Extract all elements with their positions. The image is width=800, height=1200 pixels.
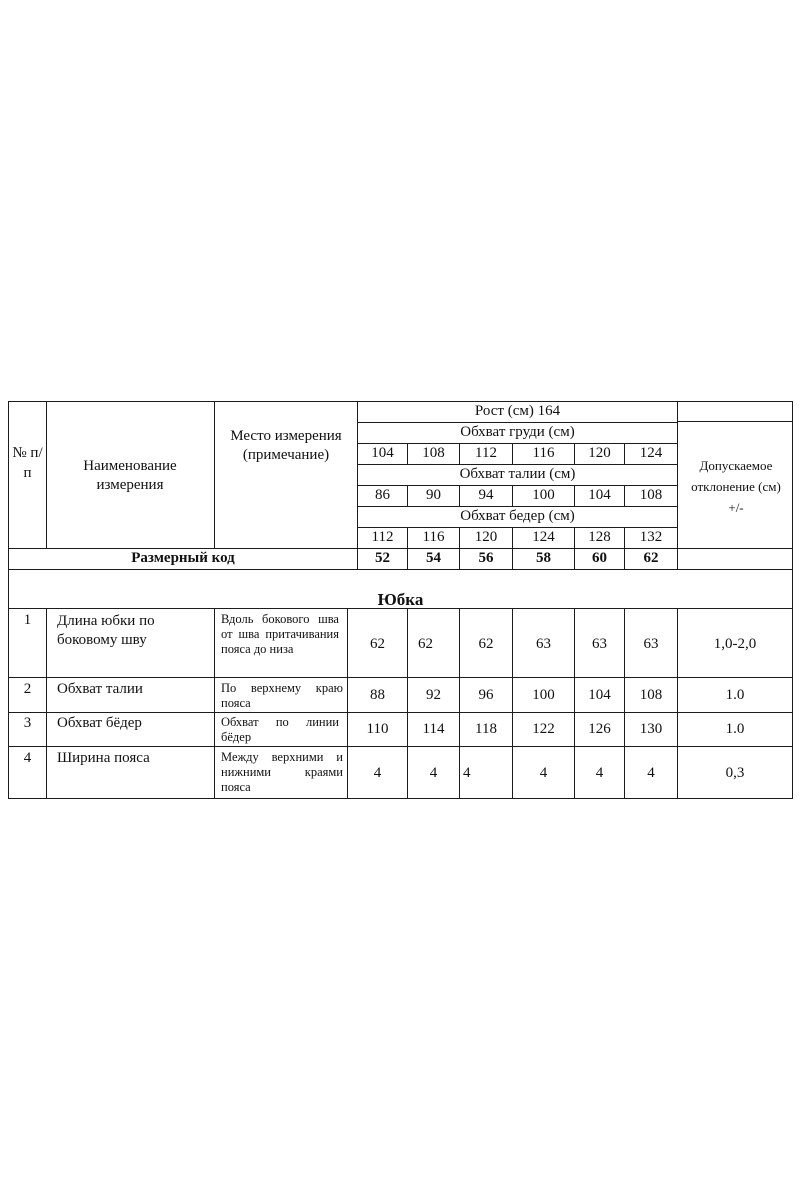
size-code-value: 52 — [375, 550, 390, 566]
hips-value: 116 — [422, 529, 445, 545]
measurement-value: 110 — [366, 721, 389, 737]
height-label: Рост (см) 164 — [474, 403, 561, 419]
row-number: 3 — [23, 715, 32, 731]
measurement-value: 4 — [373, 765, 382, 781]
measurement-value: 122 — [532, 721, 555, 737]
measurement-value: 92 — [426, 687, 441, 703]
grid-line — [357, 464, 677, 465]
grid-line — [214, 401, 215, 548]
waist-label: Обхват талии (см) — [459, 466, 576, 482]
hips-label: Обхват бедер (см) — [460, 508, 575, 524]
grid-line — [357, 422, 677, 423]
grid-line — [8, 712, 793, 713]
tolerance-value: 1,0-2,0 — [713, 636, 757, 652]
measurement-value: 96 — [478, 687, 494, 703]
measurement-place: Обхват по линии бёдер — [221, 715, 339, 744]
table-border-top — [8, 401, 793, 402]
measurement-value: 130 — [639, 721, 663, 737]
grid-line — [46, 608, 47, 799]
measurement-value: 62 — [478, 636, 494, 652]
size-code-value: 56 — [478, 550, 494, 566]
waist-value: 104 — [588, 487, 611, 503]
measurement-place: Вдоль бокового шва от шва притачивания пояса до низа — [221, 612, 339, 656]
chest-value: 108 — [422, 445, 445, 461]
chest-label: Обхват груди (см) — [460, 424, 575, 440]
tolerance-value: 1.0 — [725, 721, 745, 737]
waist-value: 108 — [639, 487, 663, 503]
measurement-value: 88 — [370, 687, 385, 703]
grid-line — [357, 485, 677, 486]
measurement-value: 4 — [595, 765, 604, 781]
measurement-value: 126 — [588, 721, 611, 737]
measurement-value: 63 — [592, 636, 607, 652]
grid-line — [357, 443, 677, 444]
waist-value: 100 — [532, 487, 555, 503]
section-title: Юбка — [377, 590, 424, 609]
waist-value: 90 — [426, 487, 441, 503]
grid-line — [46, 401, 47, 548]
measurement-place: Между верхними и нижними краями пояса — [221, 750, 343, 794]
measurement-name: Ширина пояса — [57, 750, 150, 766]
chest-value: 120 — [588, 445, 611, 461]
measurement-value: 63 — [643, 636, 659, 652]
size-code-value: 60 — [592, 550, 607, 566]
size-code-value: 54 — [426, 550, 441, 566]
measurement-value: 4 — [463, 765, 471, 781]
measurement-value: 63 — [536, 636, 551, 652]
grid-line — [357, 527, 677, 528]
chest-value: 124 — [639, 445, 663, 461]
grid-line — [677, 401, 678, 569]
grid-line — [8, 746, 793, 747]
tolerance-value: 0,3 — [725, 765, 745, 781]
grid-line — [677, 421, 793, 422]
grid-line — [8, 677, 793, 678]
measurement-value: 100 — [532, 687, 555, 703]
measurement-value: 4 — [539, 765, 548, 781]
measurement-name: Обхват бёдер — [57, 715, 142, 731]
row-number: 1 — [23, 612, 32, 628]
place-column-header: Место измерения (примечание) — [230, 428, 342, 463]
num-column-header: № п/п — [12, 445, 43, 481]
tolerance-value: 1.0 — [725, 687, 745, 703]
grid-line — [357, 506, 677, 507]
size-code-value: 58 — [536, 550, 551, 566]
size-code-value: 62 — [643, 550, 659, 566]
hips-value: 132 — [639, 529, 663, 545]
measurement-value: 108 — [639, 687, 663, 703]
measurement-place: По верхнему краю пояса — [221, 681, 343, 710]
grid-line — [8, 569, 793, 570]
hips-value: 124 — [532, 529, 555, 545]
size-code-label: Размерный код — [131, 550, 235, 566]
hips-value: 120 — [474, 529, 498, 545]
measurement-value: 62 — [370, 636, 385, 652]
measurement-name: Длина юбки по боковому шву — [57, 613, 155, 648]
measurement-value: 114 — [422, 721, 445, 737]
waist-value: 94 — [478, 487, 494, 503]
measurement-value: 62 — [418, 636, 433, 652]
grid-line — [8, 548, 793, 549]
hips-value: 128 — [588, 529, 611, 545]
row-number: 4 — [23, 750, 32, 766]
grid-line — [214, 608, 215, 799]
measurement-value: 118 — [475, 721, 497, 737]
measurement-name: Обхват талии — [57, 681, 143, 697]
table-border-right — [792, 401, 793, 799]
tolerance-column-header: Допускаемое отклонение (см) +/- — [691, 458, 781, 515]
waist-value: 86 — [375, 487, 390, 503]
chest-value: 112 — [475, 445, 497, 461]
measurement-value: 104 — [588, 687, 611, 703]
row-number: 2 — [23, 681, 32, 697]
measurement-value: 4 — [429, 765, 438, 781]
hips-value: 112 — [371, 529, 394, 545]
chest-value: 116 — [532, 445, 555, 461]
table-border-bottom — [8, 798, 793, 799]
name-column-header: Наименование измерения — [83, 458, 177, 493]
measurement-value: 4 — [647, 765, 655, 781]
chest-value: 104 — [371, 445, 394, 461]
